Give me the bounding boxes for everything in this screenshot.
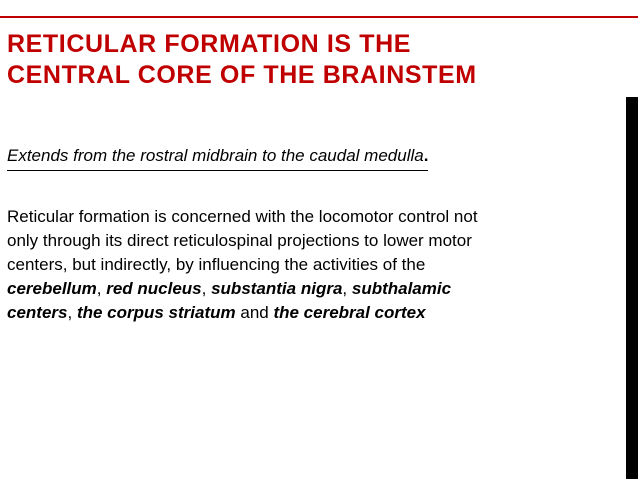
body-line-1: Reticular formation is concerned with the locomotor control not: [7, 207, 478, 226]
separator: ,: [67, 303, 77, 322]
term-centers: centers: [7, 303, 68, 322]
separator: ,: [342, 279, 352, 298]
term-substantia-nigra: substantia nigra: [211, 279, 343, 298]
separator: ,: [201, 279, 212, 298]
slide-subtitle: [7, 144, 428, 171]
term-corpus-striatum: the corpus striatum: [76, 303, 236, 322]
slide-title-line-1: RETICULAR FORMATION IS THE: [7, 30, 412, 58]
separator: and: [235, 303, 274, 322]
body-line-4: [7, 277, 619, 301]
slide-subtitle-text: Extends from the rostral midbrain to the caudal medulla: [7, 146, 424, 165]
term-cerebellum: cerebellum: [7, 279, 97, 298]
body-line-5: [7, 301, 619, 325]
right-edge-bar: [626, 97, 638, 479]
slide-title-line-2: CENTRAL CORE OF THE BRAINSTEM: [7, 61, 477, 89]
slide-title: [7, 29, 617, 91]
body-line-2: only through its direct reticulospinal projections to lower motor: [7, 231, 472, 250]
term-cerebral-cortex: the cerebral cortex: [273, 303, 426, 322]
slide-subtitle-period: .: [423, 146, 429, 165]
top-accent-rule: [0, 16, 638, 18]
body-line-3: centers, but indirectly, by influencing the activities of the: [7, 255, 426, 274]
separator: ,: [96, 279, 107, 298]
term-red-nucleus: red nucleus: [106, 279, 202, 298]
body-paragraph: [7, 205, 619, 325]
term-subthalamic: subthalamic: [351, 279, 452, 298]
